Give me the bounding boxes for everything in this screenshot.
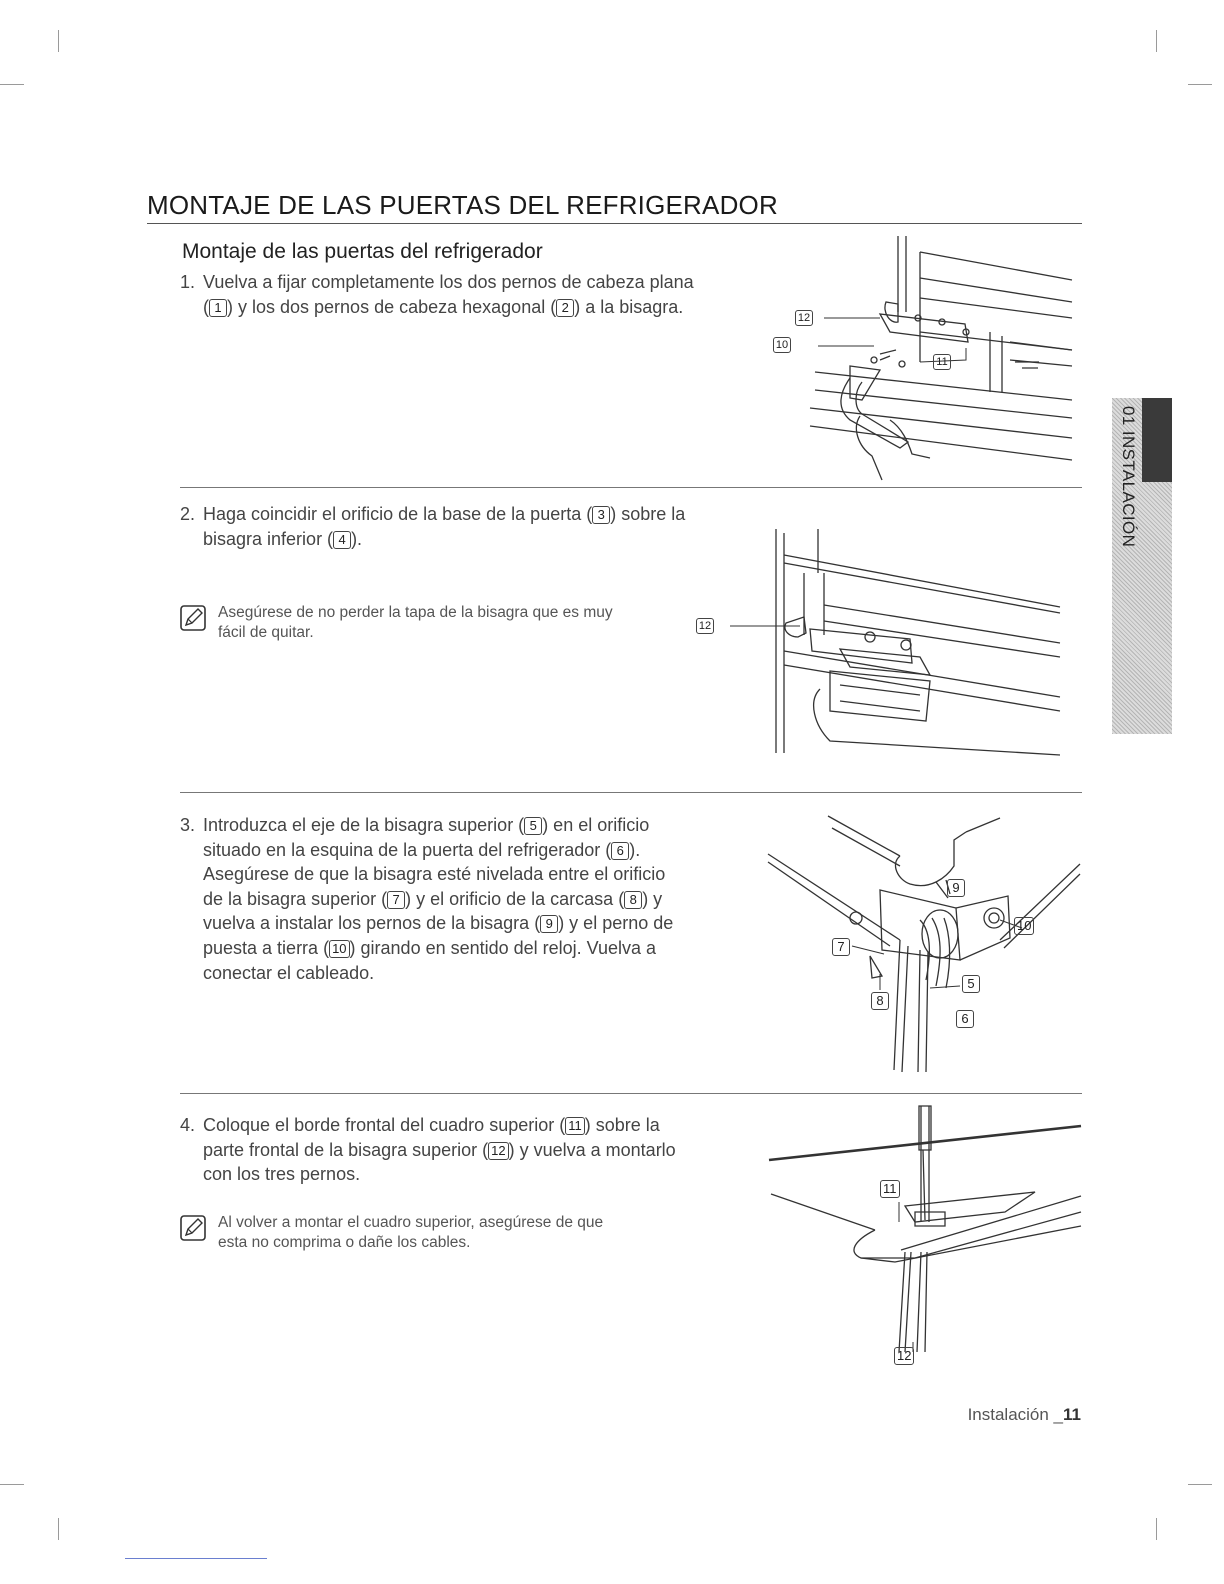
note-hinge-cap <box>180 603 620 643</box>
crop-mark <box>0 1484 24 1485</box>
step-text: Vuelva a fijar completamente los dos pernos de cabeza plana ( 1 ) y los dos pernos de cabeza hexagonal ( 2 ) a la bisagra. <box>203 272 694 317</box>
step-number: 1. <box>180 272 196 292</box>
figure-2-door-base <box>720 525 1070 760</box>
figure-3-callout: 9 <box>947 879 965 897</box>
step-text: Coloque el borde frontal del cuadro superior ( 11 ) sobre la parte frontal de la bisagra superior ( 12 ) y vuelva a montarlo con los tres pernos. <box>203 1115 676 1185</box>
crop-mark <box>1156 1518 1157 1540</box>
step-4 <box>180 1113 680 1187</box>
section-divider <box>180 1093 1082 1094</box>
crop-mark <box>1188 1484 1212 1485</box>
note-pencil-icon <box>180 1215 206 1241</box>
callout-number: 4 <box>333 531 351 549</box>
figure-3-upper-hinge <box>760 810 1085 1080</box>
note-cables <box>180 1213 630 1253</box>
bottom-rule <box>125 1558 267 1559</box>
figure-1-callout: 11 <box>933 354 951 370</box>
callout-number: 2 <box>556 299 574 317</box>
callout-number: 10 <box>329 940 349 958</box>
crop-mark <box>1156 30 1157 52</box>
step-2 <box>180 502 720 551</box>
step-text: Haga coincidir el orificio de la base de la puerta ( 3 ) sobre la bisagra inferior ( 4 ). <box>203 504 686 549</box>
figure-2-callout: 12 <box>696 618 714 634</box>
callout-number: 7 <box>387 891 405 909</box>
figure-3-callout: 5 <box>962 975 980 993</box>
callout-number: 11 <box>565 1117 585 1135</box>
page-number: 11 <box>1063 1405 1081 1424</box>
side-tab-label: 01 INSTALACIÓN <box>1119 406 1138 548</box>
subtitle: Montaje de las puertas del refrigerador <box>182 240 543 263</box>
crop-mark <box>58 1518 59 1540</box>
figure-3-callout: 8 <box>871 992 889 1010</box>
callout-number: 1 <box>209 299 227 317</box>
figure-1-callout: 12 <box>795 310 813 326</box>
footer-label: Instalación _ <box>967 1405 1064 1424</box>
figure-3-callout: 6 <box>956 1010 974 1028</box>
figure-1-callout: 10 <box>773 337 791 353</box>
figure-4-upper-cover <box>765 1102 1085 1362</box>
section-divider <box>180 792 1082 793</box>
page-footer <box>968 1405 1081 1425</box>
note-text: Al volver a montar el cuadro superior, asegúrese de que esta no comprima o dañe los cables. <box>218 1214 604 1251</box>
figure-3-callout: 7 <box>832 938 850 956</box>
step-number: 4. <box>180 1115 196 1135</box>
section-divider <box>180 487 1082 488</box>
section-title: MONTAJE DE LAS PUERTAS DEL REFRIGERADOR <box>147 190 1082 224</box>
figure-3-callout: 10 <box>1014 917 1034 935</box>
figure-1-hinge-bolts <box>770 232 1080 482</box>
callout-number: 12 <box>488 1142 508 1160</box>
step-number: 2. <box>180 504 196 524</box>
crop-mark <box>1188 84 1212 85</box>
callout-number: 9 <box>540 915 558 933</box>
callout-number: 3 <box>592 506 610 524</box>
note-text: Asegúrese de no perder la tapa de la bisagra que es muy fácil de quitar. <box>218 604 613 641</box>
figure-4-callout: 11 <box>880 1180 900 1198</box>
figure-4-callout: 12 <box>894 1347 914 1365</box>
step-text: Introduzca el eje de la bisagra superior ( 5 ) en el orificio situado en la esquina de la puerta del refrigerador ( 6 ). Asegúrese de que la bisagra esté nivelada entre el orificio de la bisagra superior ( 7 ) y el orificio de la carcasa ( 8 ) y vuelva a instalar los pernos de la bisagra ( 9 ) y el perno de puesta a tierra ( 10 ) girando en sentido del reloj. Vuelva a conectar el cableado. <box>203 815 674 983</box>
callout-number: 5 <box>524 817 542 835</box>
step-3 <box>180 813 690 985</box>
crop-mark <box>0 84 24 85</box>
note-pencil-icon <box>180 605 206 631</box>
crop-mark <box>58 30 59 52</box>
callout-number: 8 <box>624 891 642 909</box>
step-1 <box>180 270 700 319</box>
callout-number: 6 <box>611 842 629 860</box>
step-number: 3. <box>180 815 196 835</box>
side-tab-marker <box>1142 398 1172 482</box>
